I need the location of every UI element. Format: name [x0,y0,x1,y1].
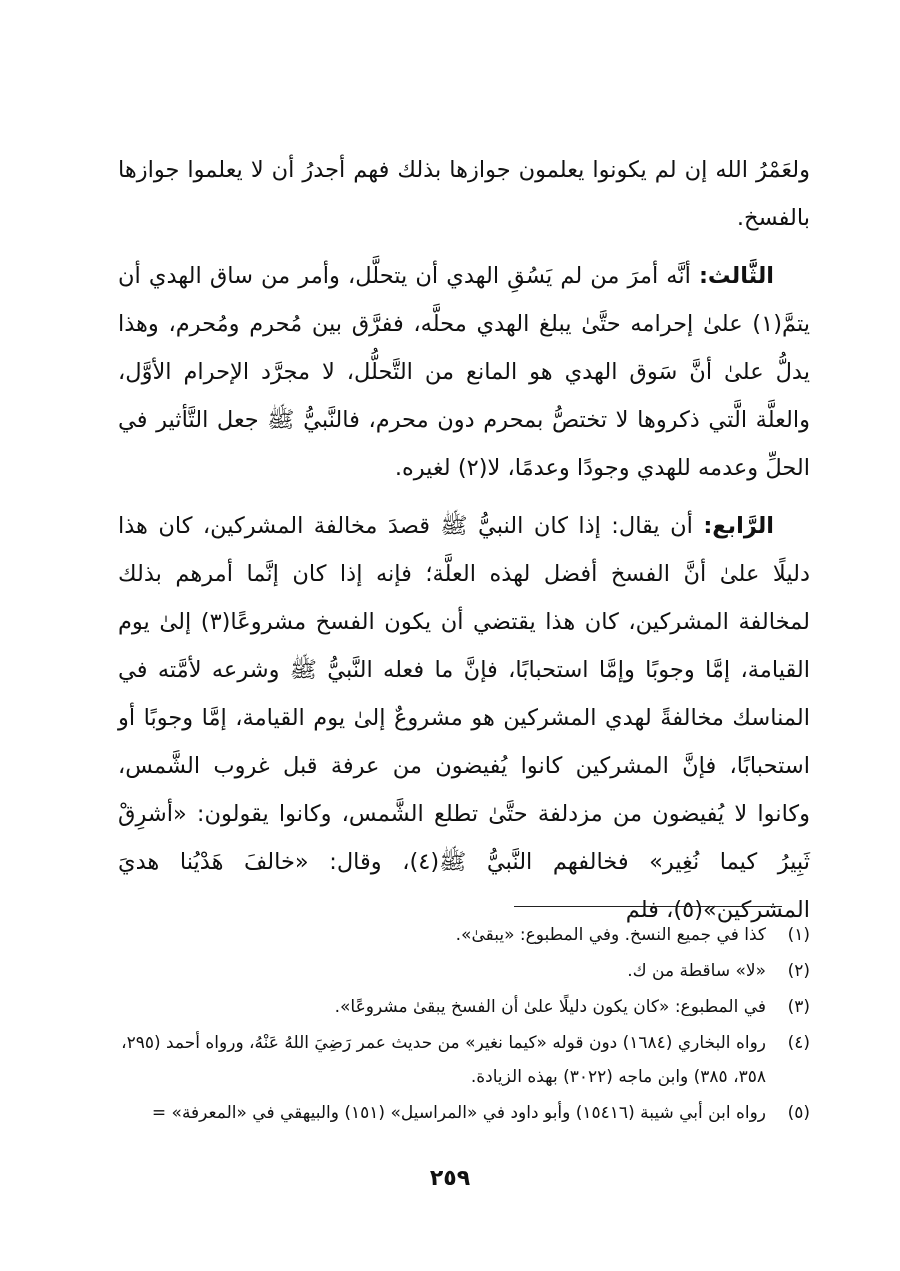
paragraph-3-text: أن يقال: إذا كان النبيُّ ﷺ قصدَ مخالفة المشركين، كان هذا دليلًا علىٰ أنَّ الفسخ أفضل لهذه العلَّة؛ فإنه إذا كان إنَّما أمرهم بذلك لمخالفة المشركين، كان هذا يقتضي أن يكون الفسخ مشروعًا(٣) إلىٰ يوم القيامة، إمَّا وجوبًا وإمَّا استحبابًا، فإنَّ ما فعله النَّبيُّ ﷺ وشرعه لأمَّته في المناسك مخالفةً لهدي المشركين هو مشروعٌ إلىٰ يوم القيامة، إمَّا وجوبًا أو استحبابًا، فإنَّ المشركين كانوا يُفيضون من عرفة قبل غروب الشَّمس، وكانوا لا يُفيضون من مزدلفة حتَّىٰ تطلع الشَّمس، وكانوا يقولون: «أشرِقْ ثَبِيرُ كيما نُغِير» فخالفهم النَّبيُّ ﷺ(٤)، وقال: «خالفَ هَدْيُنا هديَ المشركين»(٥)، فلم [118,513,810,923]
page-number: ٢٥٩ [429,1166,471,1191]
footnote-4 [108,1026,810,1094]
footnote-3-text: في المطبوع: «كان يكون دليلًا علىٰ أن الفسخ يبقىٰ مشروعًا». [334,997,766,1017]
paragraph-2-lead: الثَّالث: [698,263,774,289]
main-text-body [118,146,810,944]
paragraph-3 [118,502,810,934]
paragraph-3-lead: الرَّابع: [703,513,774,539]
footnote-4-text: رواه البخاري (١٦٨٤) دون قوله «كيما نغير» من حديث عمر رَضِيَ اللهُ عَنْهُ، ورواه أحمد (٢٩٥، ٣٥٨، ٣٨٥) وابن ماجه (٣٠٢٢) بهذه الزيادة. [121,1033,766,1087]
footnote-2-text: «لا» ساقطة من ك. [627,961,766,981]
footnote-separator [514,906,782,907]
paragraph-2 [118,252,810,492]
footnotes-list [108,918,810,1132]
paragraph-1-text: ولعَمْرُ الله إن لم يكونوا يعلمون جوازها بذلك فهم أجدرُ أن لا يعلموا جوازها بالفسخ. [118,157,810,231]
footnote-5 [108,1096,810,1130]
footnote-3 [108,990,810,1024]
footnote-3-number: (٣) [787,997,810,1017]
footnote-5-text: رواه ابن أبي شيبة (١٥٤١٦) وأبو داود في «المراسيل» (١٥١) والبيهقي في «المعرفة» = [151,1103,766,1123]
paragraph-2-text: أنَّه أمرَ من لم يَسُقِ الهدي أن يتحلَّل، وأمر من ساق الهدي أن يتمَّ(١) علىٰ إحرامه حتَّىٰ يبلغ الهدي محلَّه، ففرَّق بين مُحرم ومُحرم، وهذا يدلُّ علىٰ أنَّ سَوق الهدي هو المانع من التَّحلُّل، لا مجرَّد الإحرام الأوَّل، والعلَّة الَّتي ذكروها لا تختصُّ بمحرم دون محرم، فالنَّبيُّ ﷺ جعل التَّأثير في الحلِّ وعدمه للهدي وجودًا وعدمًا، لا(٢) لغيره. [118,263,810,481]
footnote-2-number: (٢) [787,961,810,981]
footnote-4-number: (٤) [787,1033,810,1053]
paragraph-1 [118,146,810,242]
footnote-1-number: (١) [787,925,810,945]
footnote-1 [108,918,810,952]
footnote-2 [108,954,810,988]
footnote-1-text: كذا في جميع النسخ. وفي المطبوع: «يبقىٰ». [455,925,766,945]
footnote-5-number: (٥) [787,1103,810,1123]
